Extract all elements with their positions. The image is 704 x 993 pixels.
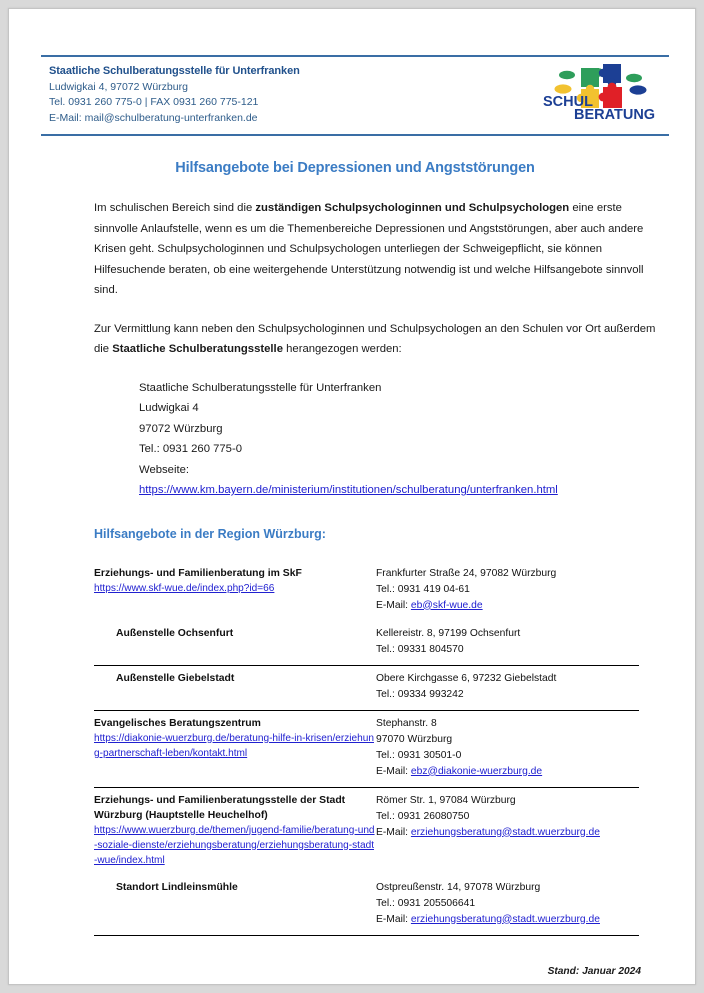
logo-puzzle-red-knob-left bbox=[599, 93, 608, 102]
contact-detail-line: Tel.: 09331 804570 bbox=[376, 643, 464, 655]
contact-detail-line: Kellereistr. 8, 97199 Ochsenfurt bbox=[376, 627, 521, 639]
contact-detail-line: Tel.: 0931 26080750 bbox=[376, 810, 470, 822]
contacts-table-body bbox=[94, 561, 639, 936]
paragraph-1-bold: zuständigen Schulpsychologinnen und Schulpsychologen bbox=[255, 202, 570, 214]
letterhead-address: Ludwigkai 4, 97072 Würzburg bbox=[49, 80, 188, 93]
contact-name-cell bbox=[94, 621, 376, 666]
contact-detail-line: Tel.: 0931 30501-0 bbox=[376, 749, 462, 761]
contact-name-cell bbox=[94, 710, 376, 787]
address-street: Ludwigkai 4 bbox=[139, 402, 199, 414]
contact-detail-line: 97070 Würzburg bbox=[376, 733, 453, 745]
logo-puzzle-red-knob-top bbox=[608, 83, 617, 92]
contact-details-cell bbox=[376, 665, 639, 710]
contact-name-cell bbox=[94, 875, 376, 936]
logo-word-schul: SCHUL bbox=[543, 94, 593, 110]
contact-detail-line: Römer Str. 1, 97084 Würzburg bbox=[376, 794, 516, 806]
logo-word-beratung: BERATUNG bbox=[574, 107, 656, 121]
paragraph-2 bbox=[94, 319, 659, 360]
contact-email-line bbox=[376, 912, 639, 928]
logo-dot-green-right bbox=[626, 74, 642, 82]
letterhead-phone: Tel. 0931 260 775-0 | FAX 0931 260 775-121 bbox=[49, 96, 259, 108]
paragraph-1-part-1: Im schulischen Bereich sind die bbox=[94, 202, 256, 214]
logo-dot-blue-right bbox=[630, 85, 647, 94]
letterhead bbox=[41, 55, 669, 136]
contact-email-label: E-Mail: bbox=[376, 599, 411, 611]
paragraph-2-part-1: Zur Vermittlung kann neben den Schulpsychologinnen und Schulpsychologen an den Schulen vor Ort außerdem die bbox=[94, 322, 656, 355]
logo-puzzle-yellow-knob-top bbox=[586, 85, 594, 93]
contact-name-cell bbox=[94, 787, 376, 875]
contact-detail-line: Stephanstr. 8 bbox=[376, 717, 437, 729]
contact-details-cell bbox=[376, 621, 639, 666]
contact-detail-line: Tel.: 0931 205506641 bbox=[376, 897, 476, 909]
contact-email-line bbox=[376, 825, 639, 841]
contact-organisation-name: Evangelisches Beratungszentrum bbox=[94, 717, 261, 729]
contact-email-link[interactable]: erziehungsberatung@stadt.wuerzburg.de bbox=[410, 826, 600, 838]
contact-email-line bbox=[376, 598, 639, 614]
paragraph-2-bold: Staatliche Schulberatungsstelle bbox=[112, 343, 283, 355]
contact-row bbox=[94, 665, 639, 710]
paragraph-2-part-2: herangezogen werden: bbox=[282, 343, 402, 355]
contact-name-cell bbox=[94, 665, 376, 710]
body-text bbox=[41, 198, 669, 501]
schulberatung-logo bbox=[541, 59, 663, 121]
address-city: 97072 Würzburg bbox=[139, 422, 223, 435]
logo-dot-yellow-left bbox=[555, 84, 572, 93]
contact-email-line bbox=[376, 764, 639, 780]
contact-row bbox=[94, 787, 639, 875]
contact-organisation-name: Erziehungs- und Familienberatung im SkF bbox=[94, 567, 302, 579]
contact-website-link[interactable]: https://diakonie-wuerzburg.de/beratung-hilfe-in-krisen/erziehung-partnerschaft-leben/kontakt.html bbox=[94, 732, 374, 759]
contact-details-cell bbox=[376, 875, 639, 936]
contact-details-cell bbox=[376, 787, 639, 875]
contact-email-label: E-Mail: bbox=[376, 913, 411, 925]
letterhead-email: E-Mail: mail@schulberatung-unterfranken.de bbox=[49, 111, 258, 124]
schulberatungsstelle-address bbox=[94, 378, 659, 501]
contact-detail-line: Tel.: 0931 419 04-61 bbox=[376, 583, 470, 595]
contact-organisation-name: Erziehungs- und Familienberatungsstelle der Stadt Würzburg (Hauptstelle Heuchelhof) bbox=[94, 794, 346, 821]
contact-organisation-name: Außenstelle Giebelstadt bbox=[116, 672, 235, 684]
contact-email-link[interactable]: ebz@diakonie-wuerzburg.de bbox=[410, 765, 543, 777]
contact-row bbox=[94, 621, 639, 666]
contact-email-link[interactable]: eb@skf-wue.de bbox=[410, 599, 483, 611]
contact-detail-line: Obere Kirchgasse 6, 97232 Giebelstadt bbox=[376, 672, 557, 684]
contact-website-link[interactable]: https://www.skf-wue.de/index.php?id=66 bbox=[94, 582, 275, 594]
contact-email-link[interactable]: erziehungsberatung@stadt.wuerzburg.de bbox=[410, 913, 600, 925]
paragraph-1 bbox=[94, 198, 659, 301]
logo-puzzle-blue-knob-left bbox=[599, 69, 607, 77]
document-content bbox=[41, 9, 669, 977]
contact-details-cell bbox=[376, 710, 639, 787]
contact-organisation-name: Außenstelle Ochsenfurt bbox=[116, 627, 234, 639]
section-heading-region: Hilfsangebote in der Region Würzburg: bbox=[94, 526, 326, 541]
logo-dot-green-left bbox=[559, 71, 575, 79]
address-website-link[interactable]: https://www.km.bayern.de/ministerium/institutionen/schulberatung/unterfranken.html bbox=[139, 484, 558, 496]
contact-detail-line: Frankfurter Straße 24, 97082 Würzburg bbox=[376, 567, 557, 579]
document-status-date: Stand: Januar 2024 bbox=[547, 965, 641, 977]
contact-row bbox=[94, 875, 639, 936]
contact-row bbox=[94, 561, 639, 621]
contact-detail-line: Ostpreußenstr. 14, 97078 Würzburg bbox=[376, 881, 541, 893]
contact-email-label: E-Mail: bbox=[376, 826, 411, 838]
address-phone: Tel.: 0931 260 775-0 bbox=[139, 443, 243, 455]
paragraph-1-part-2: eine erste sinnvolle Anlaufstelle, wenn es um die Themenbereiche Depressionen und Angststörungen, aber auch andere Krisen geht. Schulpsychologinnen und Schulpsychologen unterliegen der Schweigepflicht, sie können Hilfesuchende beraten, ob eine weitergehende Unterstützung notwendig ist und welche Hilfsangebote sinnvoll sind. bbox=[94, 202, 644, 296]
contact-email-label: E-Mail: bbox=[376, 765, 411, 777]
contact-detail-line: Tel.: 09334 993242 bbox=[376, 688, 464, 700]
letterhead-organisation: Staatliche Schulberatungsstelle für Unterfranken bbox=[49, 65, 300, 77]
address-organisation: Staatliche Schulberatungsstelle für Unterfranken bbox=[139, 381, 382, 394]
contact-details-cell bbox=[376, 561, 639, 621]
page-title: Hilfsangebote bei Depressionen und Angststörungen bbox=[175, 160, 535, 176]
address-website-label: Webseite: bbox=[139, 463, 190, 476]
contact-name-cell bbox=[94, 561, 376, 621]
contact-website-link[interactable]: https://www.wuerzburg.de/themen/jugend-familie/beratung-und-soziale-dienste/erziehungsberatung/erziehungsberatung-stadt-wue/index.html bbox=[94, 824, 375, 866]
contact-row bbox=[94, 710, 639, 787]
contact-organisation-name: Standort Lindleinsmühle bbox=[116, 881, 238, 893]
contacts-table bbox=[94, 561, 639, 936]
document-page bbox=[8, 8, 696, 985]
